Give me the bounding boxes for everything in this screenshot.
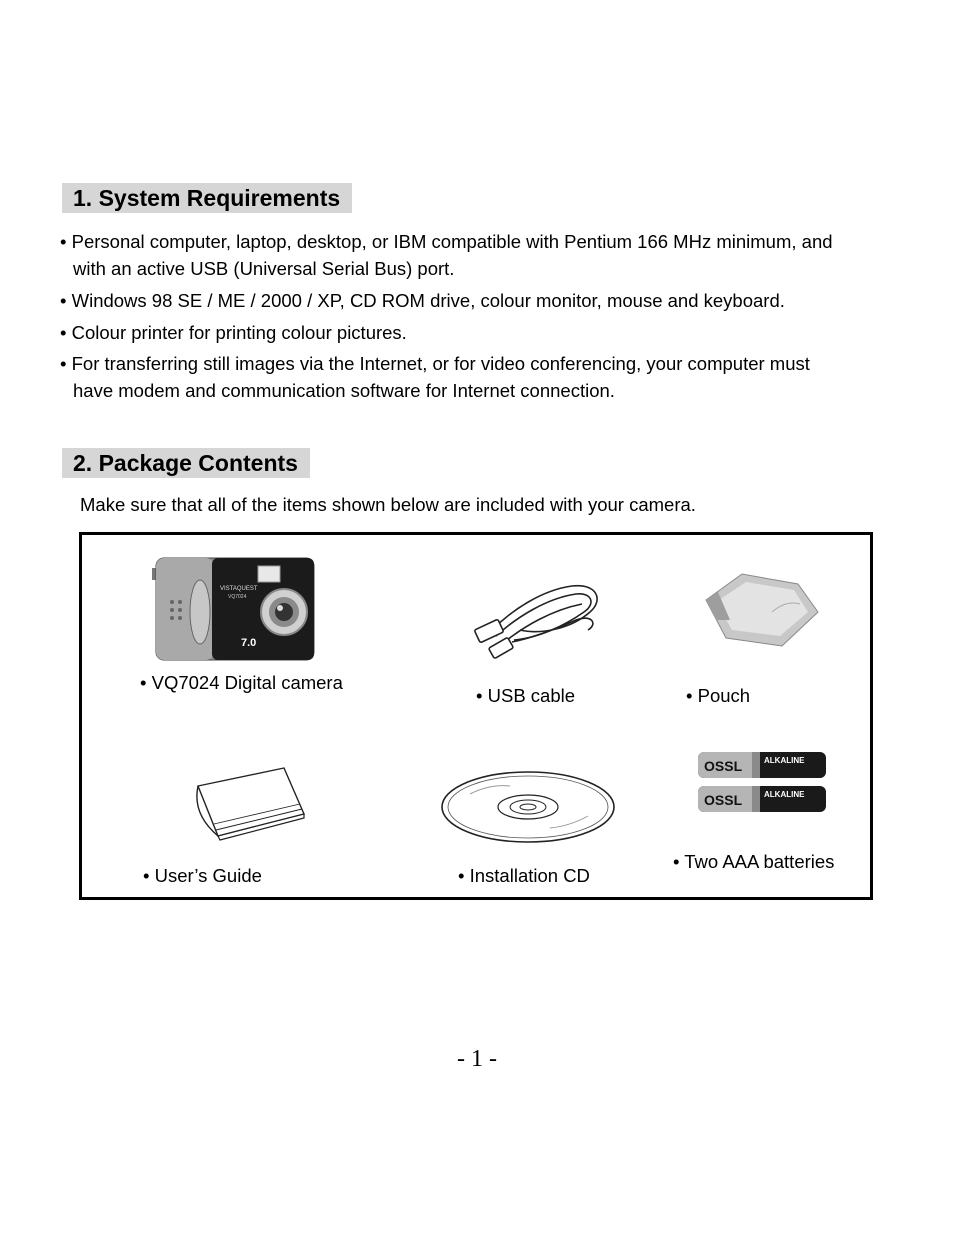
pouch-icon xyxy=(702,570,820,650)
requirement-line: • Windows 98 SE / ME / 2000 / XP, CD ROM drive, colour monitor, mouse and keyboard. xyxy=(60,290,785,311)
package-item-camera-label: • VQ7024 Digital camera xyxy=(140,672,343,693)
cd-icon xyxy=(440,770,616,844)
camera-brand-text: VISTAQUEST xyxy=(220,586,258,592)
requirement-line: • Personal computer, laptop, desktop, or IBM compatible with Pentium 166 MHz minimum, and xyxy=(60,231,833,252)
requirement-line: • Colour printer for printing colour pictures. xyxy=(60,322,407,343)
camera-model-text: VQ7024 xyxy=(228,594,247,600)
usb-cable-icon xyxy=(472,580,608,662)
battery-brand-text: OSSL xyxy=(704,758,743,774)
package-item-pouch-label: • Pouch xyxy=(686,685,751,706)
page-number: - 1 - xyxy=(457,1046,497,1072)
booklet-icon xyxy=(192,764,306,844)
requirement-item-1 xyxy=(60,228,833,282)
battery-type-text: ALKALINE xyxy=(764,790,805,799)
requirement-line-continued: have modem and communication software for Internet connection. xyxy=(73,380,615,401)
camera-megapixel-text: 7.0 xyxy=(241,637,257,649)
package-item-users-guide-label: • User’s Guide xyxy=(143,865,262,886)
batteries-icon xyxy=(694,748,830,818)
package-item-batteries-label: • Two AAA batteries xyxy=(673,851,835,872)
requirement-line-continued: with an active USB (Universal Serial Bus) port. xyxy=(73,258,455,279)
camera-icon xyxy=(150,554,316,664)
requirement-line: • For transferring still images via the Internet, or for video conferencing, your computer must xyxy=(60,353,810,374)
section-heading-system-requirements: 1. System Requirements xyxy=(62,183,352,213)
battery-brand-text: OSSL xyxy=(704,792,743,808)
requirement-item-2 xyxy=(60,287,785,314)
package-item-usb-cable-label: • USB cable xyxy=(476,685,576,706)
section-heading-package-contents: 2. Package Contents xyxy=(62,448,310,478)
requirement-item-4 xyxy=(60,350,810,404)
battery-type-text: ALKALINE xyxy=(764,756,805,765)
requirement-item-3 xyxy=(60,319,407,346)
package-intro-text: Make sure that all of the items shown below are included with your camera. xyxy=(80,494,696,515)
package-item-installation-cd-label: • Installation CD xyxy=(458,865,590,886)
